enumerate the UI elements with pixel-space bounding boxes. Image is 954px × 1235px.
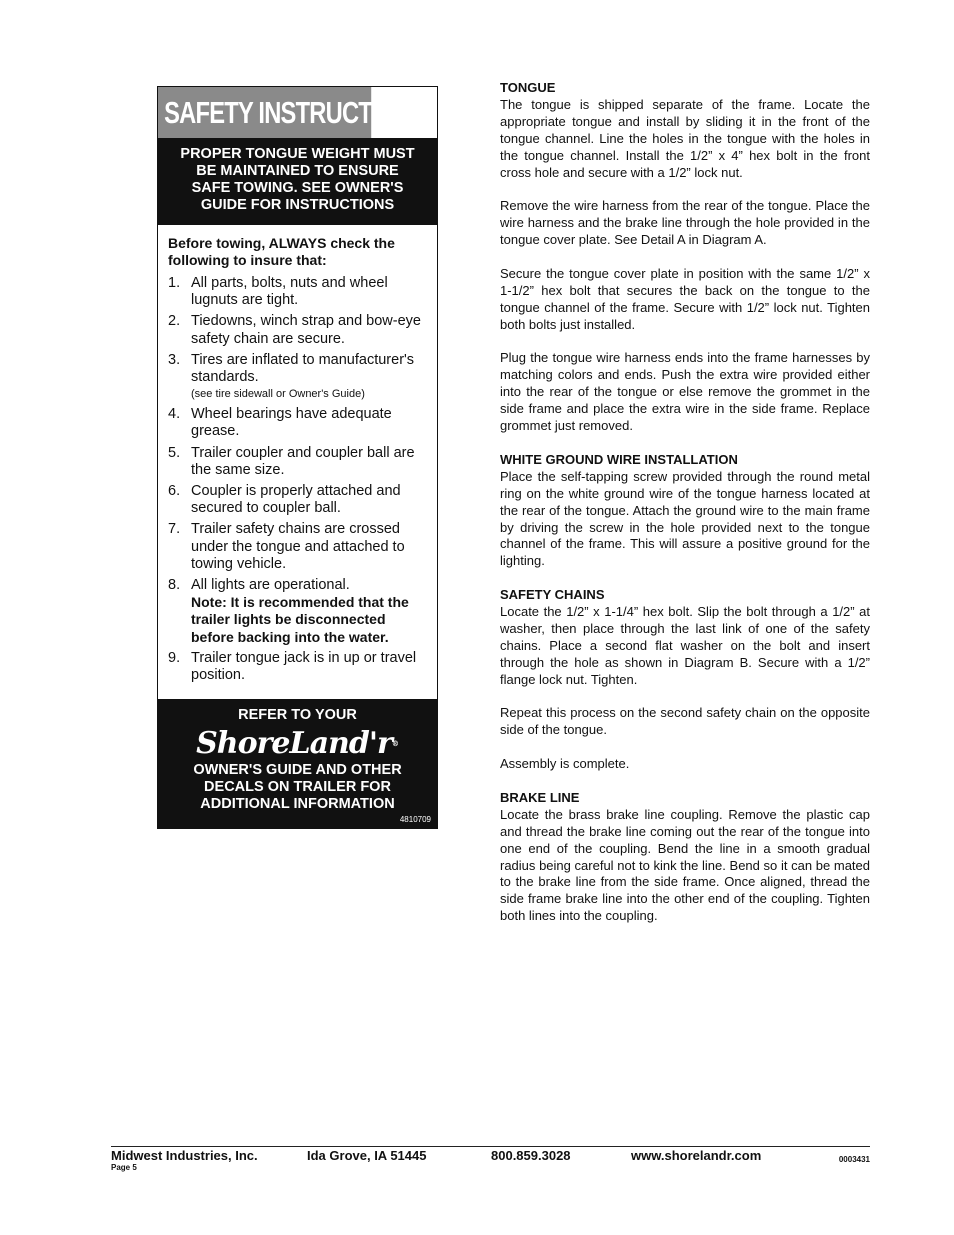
checklist-number: 1. [168, 275, 181, 291]
checklist-intro: Before towing, ALWAYS check the following to insure that: [168, 235, 395, 268]
warning-line: GUIDE FOR INSTRUCTIONS [200, 197, 395, 213]
safety-decal [157, 86, 438, 829]
section-heading: TONGUE [500, 80, 556, 95]
checklist-item [168, 313, 429, 347]
guide-line: ADDITIONAL INFORMATION [200, 796, 395, 812]
checklist-number: 6. [168, 483, 181, 500]
checklist-item [168, 445, 429, 479]
checklist-text: Wheel bearings have adequate grease. [191, 406, 392, 440]
section-paragraph: Assembly is complete. [500, 756, 630, 772]
checklist-text: Trailer safety chains are crossed under the tongue and attached to towing vehicle. [191, 521, 405, 572]
checklist-number: 3. [168, 351, 181, 368]
section-paragraph: Place the self-tapping screw provided through the round metal ring on the white ground wire of the tongue harness located at the rear of the tongue. Attach the ground wire to the main frame by driving the screw in the hole provided next to the tongue channel of the frame. This will assure a positive ground for the lighting. [500, 468, 870, 569]
section-paragraph: Secure the tongue cover plate in position with the same 1/2” x 1-1/2” hex bolt that secures the back on the tongue to the tongue channel of the frame. Secure with 1/2” lock nut. Tighten both bolts just installed. [500, 265, 870, 332]
shorelandr-logo [158, 726, 437, 762]
section-heading: WHITE GROUND WIRE INSTALLATION [500, 451, 738, 467]
checklist [158, 225, 437, 701]
checklist-text-wrap [191, 313, 429, 347]
section-paragraph: Locate the 1/2” x 1-1/4” hex bolt. Slip the bolt through a 1/2” at washer, then place through the last link of one of the safety chains. Place a second flat washer on the bolt and insert through the hole as shown in Diagram B. Secure with a 1/2” flange lock nut. Tighten. [500, 604, 870, 687]
checklist-item [168, 521, 429, 573]
checklist-text-wrap [191, 521, 429, 573]
checklist-text-wrap [191, 352, 429, 402]
checklist-number: 7. [168, 521, 181, 538]
assembly-instructions [500, 80, 870, 942]
page-number: Page 5 [111, 1163, 137, 1172]
checklist-text: Trailer coupler and coupler ball are the same size. [191, 444, 415, 478]
guide-line: DECALS ON TRAILER FOR [204, 779, 391, 795]
section-paragraph: Plug the tongue wire harness ends into the frame harnesses by matching colors and ends. Push the extra wire provided either into the rear of the tongue or else remove the grommet in the side frame and place the extra wire in the side frame. Replace grommet just removed. [500, 350, 870, 434]
footer-website: www.shorelandr.com [631, 1148, 762, 1163]
checklist-number: 9. [168, 649, 181, 666]
checklist-text: Tires are inflated to manufacturer's standards. [191, 351, 415, 386]
checklist-text-wrap [191, 577, 429, 646]
footer-phone: 800.859.3028 [491, 1148, 571, 1163]
checklist-number: 2. [168, 313, 181, 330]
checklist-text-wrap [191, 445, 429, 479]
footer-company: Midwest Industries, Inc. [111, 1148, 258, 1163]
checklist-item [168, 577, 429, 646]
decal-footer [158, 699, 437, 828]
tongue-weight-warning [158, 138, 437, 225]
checklist-number: 4. [168, 406, 181, 423]
checklist-item [168, 406, 429, 440]
checklist-text: Tiedowns, winch strap and bow-eye safety chain are secure. [191, 313, 421, 347]
logo-text: ShoreLand'r [196, 726, 392, 761]
checklist-subnote: (see tire sidewall or Owner's Guide) [191, 388, 365, 401]
checklist-number: 8. [168, 577, 181, 594]
owners-guide-text [158, 762, 437, 813]
section-paragraph: Repeat this process on the second safety chain on the opposite side of the tongue. [500, 705, 870, 738]
registered-mark: ® [391, 739, 399, 748]
decal-title: SAFETY INSTRUCTIONS [158, 87, 371, 138]
footer-doc-code: 0003431 [838, 1155, 870, 1164]
decal-part-number: 4810709 [399, 815, 431, 824]
section-paragraph: Locate the brass brake line coupling. Remove the plastic cap and thread the brake line coming out the rear of the tongue into one end of the coupling. Bend the line in a smooth gradual radius being careful not to kink the line. Bend so it can be mated to the brake line from the side frame. Once aligned, thread the side frame brake line into the other end of the coupling. Tighten both lines into the coupling. [500, 806, 870, 924]
page-footer [111, 1147, 870, 1165]
footer-city: Ida Grove, IA 51445 [307, 1148, 427, 1163]
checklist-text: All lights are operational. [191, 577, 350, 594]
warning-line: BE MAINTAINED TO ENSURE [196, 163, 399, 179]
checklist-number: 5. [168, 444, 181, 461]
checklist-text-wrap [191, 650, 429, 684]
checklist-text-wrap [191, 275, 429, 309]
checklist-text-wrap [191, 406, 429, 440]
checklist-item [168, 650, 429, 684]
refer-text: REFER TO YOUR [238, 707, 357, 723]
checklist-text: Trailer tongue jack is in up or travel position. [191, 649, 417, 684]
checklist-item [168, 483, 429, 517]
checklist-text-wrap [191, 483, 429, 517]
section-heading: BRAKE LINE [500, 789, 580, 805]
checklist-item [168, 352, 429, 402]
checklist-items [168, 275, 429, 684]
checklist-text: All parts, bolts, nuts and wheel lugnuts are tight. [191, 275, 388, 309]
section-paragraph: Remove the wire harness from the rear of the tongue. Place the wire harness and the brake line through the hole provided in the tongue cover plate. See Detail A in Diagram A. [500, 198, 870, 248]
guide-line: OWNER'S GUIDE AND OTHER [193, 762, 402, 778]
checklist-text: Coupler is properly attached and secured to coupler ball. [191, 483, 401, 517]
section-heading: SAFETY CHAINS [500, 587, 605, 603]
section-paragraph: The tongue is shipped separate of the frame. Locate the appropriate tongue and install by sliding it in the front of the tongue channel. Line the holes in the tongue with the holes in the tongue channel. Install the 1/2” x 4” hex bolt in the front cross hole and secure with a 1/2” lock nut. [500, 96, 870, 180]
checklist-note: Note: It is recommended that the trailer lights be disconnected before backing into the water. [191, 594, 409, 645]
warning-line: SAFE TOWING. SEE OWNER'S [191, 180, 404, 196]
warning-line: PROPER TONGUE WEIGHT MUST [180, 146, 415, 162]
checklist-item [168, 275, 429, 309]
